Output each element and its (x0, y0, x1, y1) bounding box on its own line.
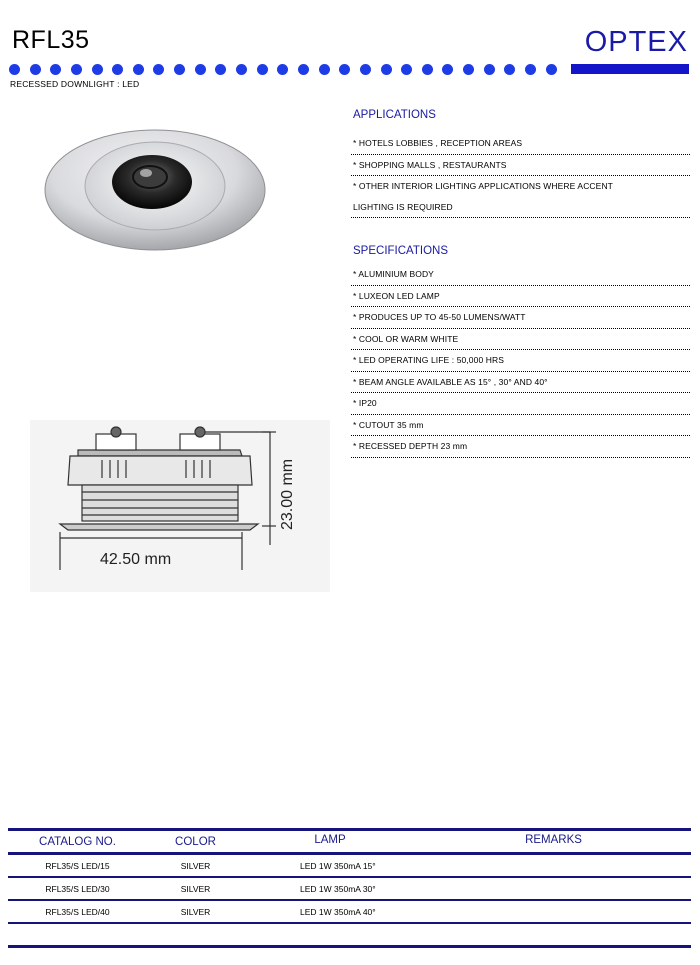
decorative-dot (442, 64, 453, 75)
applications-heading: APPLICATIONS (353, 109, 436, 121)
list-item: * HOTELS LOBBIES , RECEPTION AREAS (351, 133, 690, 155)
decorative-dot (277, 64, 288, 75)
width-dimension-label: 42.50 mm (100, 551, 172, 568)
cell-color: SILVER (180, 883, 211, 894)
list-item: * OTHER INTERIOR LIGHTING APPLICATIONS WHERE ACCENT (353, 181, 613, 191)
decorative-dot (133, 64, 144, 75)
list-item: * LED OPERATING LIFE : 50,000 HRS (351, 350, 690, 372)
decorative-dot (30, 64, 41, 75)
brand-accent-bar (571, 64, 689, 74)
decorative-dot (195, 64, 206, 75)
column-header-remarks: REMARKS (525, 834, 582, 846)
decorative-dot-row (9, 62, 557, 76)
list-item: * PRODUCES UP TO 45-50 LUMENS/WATT (351, 307, 690, 329)
decorative-dot (422, 64, 433, 75)
cell-lamp: LED 1W 350mA 30° (300, 883, 376, 894)
decorative-dot (298, 64, 309, 75)
list-item: * BEAM ANGLE AVAILABLE AS 15° , 30° AND 40° (351, 372, 690, 394)
catalog-table (8, 828, 691, 948)
decorative-dot (257, 64, 268, 75)
product-subtitle: RECESSED DOWNLIGHT : LED (10, 79, 140, 89)
cell-color: SILVER (180, 860, 211, 871)
specifications-list (351, 264, 690, 458)
product-photo (30, 120, 280, 260)
column-header-lamp: LAMP (314, 834, 346, 846)
decorative-dot (381, 64, 392, 75)
list-item: LIGHTING IS REQUIRED (351, 197, 690, 219)
cell-lamp: LED 1W 350mA 15° (300, 860, 376, 871)
table-bottom-rule (8, 945, 691, 948)
product-model-title: RFL35 (12, 26, 90, 54)
decorative-dot (319, 64, 330, 75)
table-row (8, 878, 691, 901)
list-item: * CUTOUT 35 mm (351, 415, 690, 437)
dimension-drawing (30, 420, 330, 592)
cell-lamp: LED 1W 350mA 40° (300, 906, 376, 917)
table-header-row (8, 831, 691, 855)
decorative-dot (153, 64, 164, 75)
decorative-dot (546, 64, 557, 75)
decorative-dot (236, 64, 247, 75)
applications-list (351, 133, 690, 218)
list-item: * IP20 (351, 393, 690, 415)
decorative-dot (463, 64, 474, 75)
cell-catalog: RFL35/S LED/40 (45, 906, 110, 917)
cell-catalog: RFL35/S LED/15 (45, 860, 110, 871)
decorative-dot (112, 64, 123, 75)
decorative-dot (215, 64, 226, 75)
decorative-dot (339, 64, 350, 75)
decorative-dot (401, 64, 412, 75)
decorative-dot (174, 64, 185, 75)
list-item: * COOL OR WARM WHITE (351, 329, 690, 351)
decorative-dot (50, 64, 61, 75)
brand-logo-text: OPTEX (584, 26, 688, 58)
column-header-color: COLOR (175, 836, 216, 848)
table-empty-row (8, 924, 691, 945)
decorative-dot (92, 64, 103, 75)
specifications-heading: SPECIFICATIONS (353, 245, 448, 257)
height-dimension-label: 23.00 mm (279, 458, 296, 530)
decorative-dot (504, 64, 515, 75)
decorative-dot (9, 64, 20, 75)
cell-color: SILVER (180, 906, 211, 917)
list-item: * ALUMINIUM BODY (351, 264, 690, 286)
list-item: * LUXEON LED LAMP (351, 286, 690, 308)
decorative-dot (71, 64, 82, 75)
table-row (8, 855, 691, 878)
table-row (8, 901, 691, 924)
column-header-catalog: CATALOG NO. (39, 836, 116, 848)
decorative-dot (525, 64, 536, 75)
decorative-dot (484, 64, 495, 75)
cell-catalog: RFL35/S LED/30 (45, 883, 110, 894)
decorative-dot (360, 64, 371, 75)
list-item: * SHOPPING MALLS , RESTAURANTS (351, 155, 690, 177)
list-item: * RECESSED DEPTH 23 mm (351, 436, 690, 458)
